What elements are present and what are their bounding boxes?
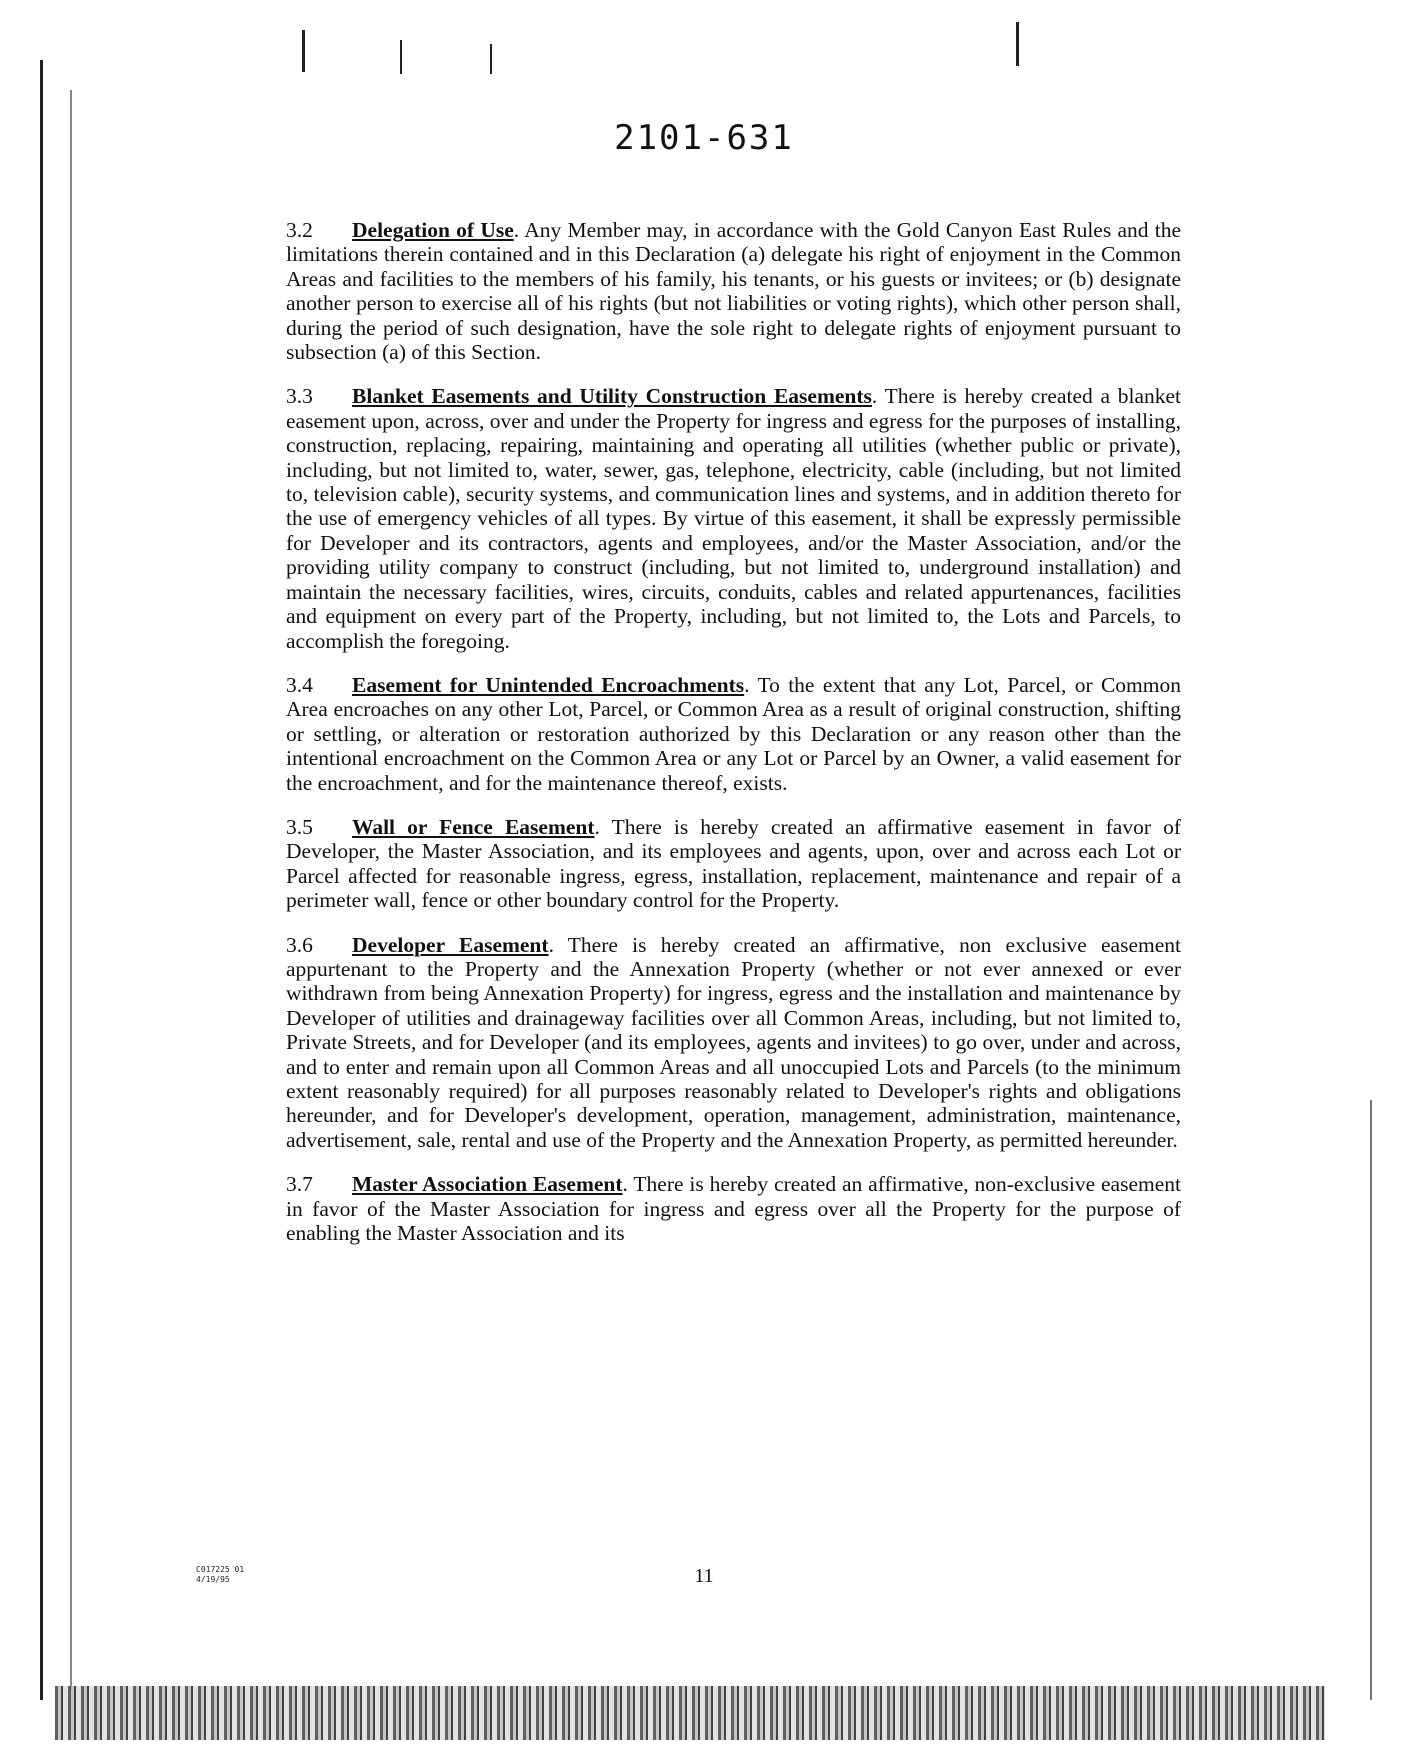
section-3-4: 3.4 Easement for Unintended Encroachments. To the extent that any Lot, Parcel, or Common Area encroaches on any other Lot, Parcel, or Common Area as a result of original construction, shifting or settling, or alteration or restoration authorized by this Declaration or any reason other than the intentional encroachment on the Common Area or any Lot or Parcel by an Owner, a valid easement for the encroachment, and for the maintenance thereof, exists. [286,672,1181,795]
section-3-7: 3.7 Master Association Easement. There is hereby created an affirmative, non-exclusive easement in favor of the Master Association for ingress and egress over all the Property for the purpose of enabling the Master Association and its [286,1172,1181,1246]
section-text: Any Member may, in accordance with the Gold Canyon East Rules and the limitations therein contained and in this Declaration (a) delegate his right of enjoyment in the Common Areas and facilities to the members of his family, his tenants, or his guests or invitees; or (b) designate another person to exercise all of his rights (but not liabilities or voting rights), which other person shall, during the period of such designation, have the sole right to delegate rights of enjoyment pursuant to subsection (a) of this Section. [286,218,1181,365]
recording-number: 2101-631 [614,118,794,158]
scan-noise-band [55,1686,1325,1740]
section-text: There is hereby created an affirmative easement in favor of Developer, the Master Association, and its employees and agents, upon, over and across each Lot or Parcel affected for reasonable ingress, egress, installation, replacement, maintenance and repair of a perimeter wall, fence or other boundary control for the Property. [286,814,1181,913]
page-number: 11 [694,1565,714,1587]
scan-left-edge [40,60,43,1700]
section-number: 3.5 [286,814,313,839]
section-text: There is hereby created an affirmative, non-exclusive easement in favor of the Master Association for ingress and egress over all the Property for the purpose of enabling the Master Association and its [286,1172,1181,1246]
scan-right-edge [1370,1100,1372,1700]
section-title: Master Association Easement [352,1172,623,1197]
scan-top-mark-2 [400,40,402,74]
section-number: 3.4 [286,672,313,697]
scan-top-mark-1 [302,30,305,72]
section-text: There is hereby created a blanket easement upon, across, over and under the Property for ingress and egress for the purposes of installing, construction, replacing, repairing, maintaining and operating all utilities (whether public or private), including, but not limited to, water, sewer, gas, telephone, electricity, cable (including, but not limited to, television cable), security systems, and communication lines and systems, and in addition thereto for the use of emergency vehicles of all types. By virtue of this easement, it shall be expressly permissible for Developer and its contractors, agents and employees, and/or the Master Association, and/or the providing utility company to construct (including, but not limited to, underground installation) and maintain the necessary facilities, wires, circuits, conduits, cables and related appurtenances, facilities and equipment on every part of the Property, including, but not limited to, the Lots and Parcels, to accomplish the foregoing. [286,384,1181,653]
scan-left-edge-inner [70,90,72,1690]
section-title: Developer Easement [352,932,549,957]
section-3-6: 3.6 Developer Easement. There is hereby created an affirmative, non exclusive easement appurtenant to the Property and the Annexation Property (whether or not ever annexed or ever withdrawn from being Annexation Property) for ingress, egress and the installation and maintenance by Developer of utilities and drainageway facilities over all Common Areas, including, but not limited to, Private Streets, and for Developer (and its employees, agents and invitees) to go over, under and across, and to enter and remain upon all Common Areas and all unoccupied Lots and Parcels (to the minimum extent reasonably required) for all purposes reasonably related to Developer's rights and obligations hereunder, and for Developer's development, operation, management, administration, maintenance, advertisement, sale, rental and use of the Property and the Annexation Property, as permitted hereunder. [286,932,1181,1152]
scan-top-mark-3 [490,44,492,74]
section-number: 3.2 [286,218,313,242]
document-date-line: 4/19/95 [196,1575,230,1584]
section-number: 3.3 [286,384,313,409]
document-body [286,218,1181,1265]
section-text: There is hereby created an affirmative, non exclusive easement appurtenant to the Property and the Annexation Property (whether or not ever annexed or ever withdrawn from being Annexation Property) for ingress, egress and the installation and maintenance by Developer of utilities and drainageway facilities over all Common Areas, including, but not limited to, Private Streets, and for Developer (and its employees, agents and invitees) to go over, under and across, and to enter and remain upon all Common Areas and all unoccupied Lots and Parcels (to the minimum extent reasonably required) for all purposes reasonably related to Developer's rights and obligations hereunder, and for Developer's development, operation, management, administration, maintenance, advertisement, sale, rental and use of the Property and the Annexation Property, as permitted hereunder. [286,932,1181,1152]
section-3-5: 3.5 Wall or Fence Easement. There is hereby created an affirmative easement in favor of Developer, the Master Association, and its employees and agents, upon, over and across each Lot or Parcel affected for reasonable ingress, egress, installation, replacement, maintenance and repair of a perimeter wall, fence or other boundary control for the Property. [286,814,1181,913]
section-3-2: 3.2 Delegation of Use. Any Member may, in accordance with the Gold Canyon East Rules and the limitations therein contained and in this Declaration (a) delegate his right of enjoyment in the Common Areas and facilities to the members of his family, his tenants, or his guests or invitees; or (b) designate another person to exercise all of his rights (but not liabilities or voting rights), which other person shall, during the period of such designation, have the sole right to delegate rights of enjoyment pursuant to subsection (a) of this Section. [286,218,1181,365]
section-title: Wall or Fence Easement [352,814,595,839]
section-title: Blanket Easements and Utility Construction Easements [352,384,872,409]
section-number: 3.6 [286,932,313,957]
section-number: 3.7 [286,1172,313,1197]
section-3-3: 3.3 Blanket Easements and Utility Construction Easements. There is hereby created a blanket easement upon, across, over and under the Property for ingress and egress for the purposes of installing, construction, replacing, repairing, maintaining and operating all utilities (whether public or private), including, but not limited to, water, sewer, gas, telephone, electricity, cable (including, but not limited to, television cable), security systems, and communication lines and systems, and in addition thereto for the use of emergency vehicles of all types. By virtue of this easement, it shall be expressly permissible for Developer and its contractors, agents and employees, and/or the Master Association, and/or the providing utility company to construct (including, but not limited to, underground installation) and maintain the necessary facilities, wires, circuits, conduits, cables and related appurtenances, facilities and equipment on every part of the Property, including, but not limited to, the Lots and Parcels, to accomplish the foregoing. [286,384,1181,653]
section-title: Delegation of Use [352,218,514,242]
document-code-line: C017225 01 [196,1565,245,1574]
section-title: Easement for Unintended Encroachments [352,672,745,697]
scan-top-mark-4 [1016,22,1019,66]
section-text: To the extent that any Lot, Parcel, or Common Area encroaches on any other Lot, Parcel, or Common Area as a result of original construction, shifting or settling, or alteration or restoration authorized by this Declaration or any reason other than the intentional encroachment on the Common Area or any Lot or Parcel by an Owner, a valid easement for the encroachment, and for the maintenance thereof, exists. [286,672,1181,795]
